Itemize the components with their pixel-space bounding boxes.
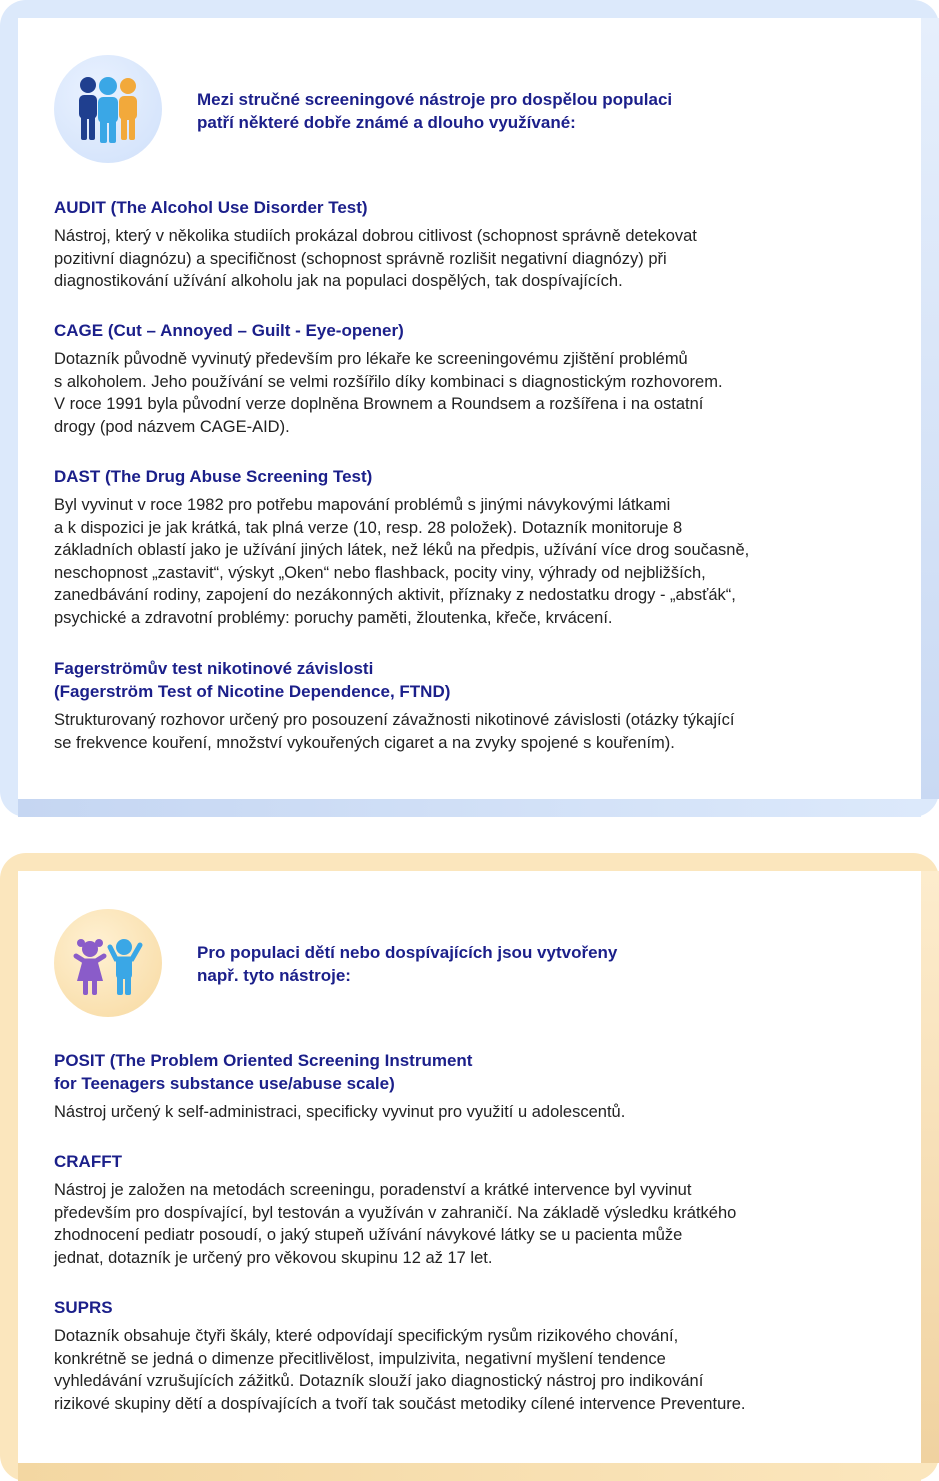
people-group-icon bbox=[54, 55, 162, 163]
youth-tools-card bbox=[0, 853, 939, 1481]
intro-line: patří některé dobře známé a dlouho využívané: bbox=[197, 113, 576, 132]
section-body: Dotazník obsahuje čtyři škály, které odpovídají specifickým rysům rizikového chování, konkrétně se jedná o dimenze přecitlivělost, impulzivita, negativní myšlení tendence vyhledávání vzrušujících zážitků. Dotazník slouží jako diagnostický nástroj pro indikování rizikové skupiny dětí a dospívajících a tvoří tak součást metodiky cílené intervence Preventure. bbox=[54, 1327, 746, 1413]
section-audit bbox=[54, 196, 854, 293]
section-title: SUPRS bbox=[54, 1298, 113, 1317]
section-title: Fagerströmův test nikotinové závislosti (Fagerström Test of Nicotine Dependence, FTND) bbox=[54, 659, 451, 701]
section-body: Byl vyvinut v roce 1982 pro potřebu mapování problémů s jinými návykovými látkami a k dispozici je jak krátká, tak plná verze (10, resp. 28 položek). Dotazník monitoruje 8 základních oblastí jako je užívání jiných látek, než léků na předpis, užívání více drog současně, neschopnost „zastavit“, výskyt „Oken“ nebo flashback, pocity viny, výhrady od nejbližších, zanedbávání rodiny, zapojení do nezákonných aktivit, příznaky z nedostatku drogy - „absťák“, psychické a zdravotní problémy: poruchy paměti, žloutenka, křeče, krvácení. bbox=[54, 496, 750, 627]
section-body: Dotazník původně vyvinutý především pro lékaře ke screeningovému zjištění problémů s alkoholem. Jeho používání se velmi rozšířilo díky kombinaci s diagnostickým rozhovorem. V roce 1991 byla původní verze doplněna Brownem a Roundsem a rozšířena i na ostatní drogy (pod názvem CAGE-AID). bbox=[54, 350, 723, 436]
section-cage bbox=[54, 319, 854, 438]
intro-line: Mezi stručné screeningové nástroje pro dospělou populaci bbox=[197, 90, 673, 109]
card-shadow-bottom bbox=[18, 1463, 921, 1481]
section-title: CAGE (Cut – Annoyed – Guilt - Eye-opener) bbox=[54, 321, 404, 340]
card-shadow-side bbox=[921, 18, 939, 799]
section-ftnd bbox=[54, 657, 854, 754]
section-title: CRAFFT bbox=[54, 1152, 122, 1171]
card-shadow-bottom bbox=[18, 799, 921, 817]
section-body: Strukturovaný rozhovor určený pro posouzení závažnosti nikotinové závislosti (otázky týkající se frekvence kouření, množství vykouřených cigaret a na zvyky spojené s kouřením). bbox=[54, 711, 735, 752]
youth-intro bbox=[197, 941, 757, 987]
section-posit bbox=[54, 1049, 854, 1124]
section-body: Nástroj je založen na metodách screeningu, poradenství a krátké intervence byl vyvinut především pro dospívající, byl testován a využíván v zahraničí. Na základě výsledku krátkého zhodnocení pediatr posoudí, o jaký stupeň užívání návykové látky se u pacienta může jednat, dotazník je určený pro věkovou skupinu 12 až 17 let. bbox=[54, 1181, 737, 1267]
section-title: DAST (The Drug Abuse Screening Test) bbox=[54, 467, 373, 486]
section-title: POSIT (The Problem Oriented Screening Instrument for Teenagers substance use/abuse scale) bbox=[54, 1051, 473, 1093]
section-dast bbox=[54, 465, 854, 629]
section-body: Nástroj určený k self-administraci, specificky vyvinut pro využití u adolescentů. bbox=[54, 1103, 626, 1121]
intro-line: např. tyto nástroje: bbox=[197, 966, 351, 985]
intro-line: Pro populaci dětí nebo dospívajících jsou vytvořeny bbox=[197, 943, 618, 962]
section-crafft bbox=[54, 1150, 854, 1269]
adult-intro bbox=[197, 88, 757, 134]
section-suprs bbox=[54, 1296, 854, 1415]
section-title: AUDIT (The Alcohol Use Disorder Test) bbox=[54, 198, 368, 217]
section-body: Nástroj, který v několika studiích prokázal dobrou citlivost (schopnost správně detekovat pozitivní diagnózu) a specifičnost (schopnost správně rozlišit negativní diagnózy) při diagnostikování užívání alkoholu jak na populaci dospělých, tak dospívajících. bbox=[54, 227, 697, 290]
children-icon bbox=[54, 909, 162, 1017]
card-shadow-side bbox=[921, 871, 939, 1463]
